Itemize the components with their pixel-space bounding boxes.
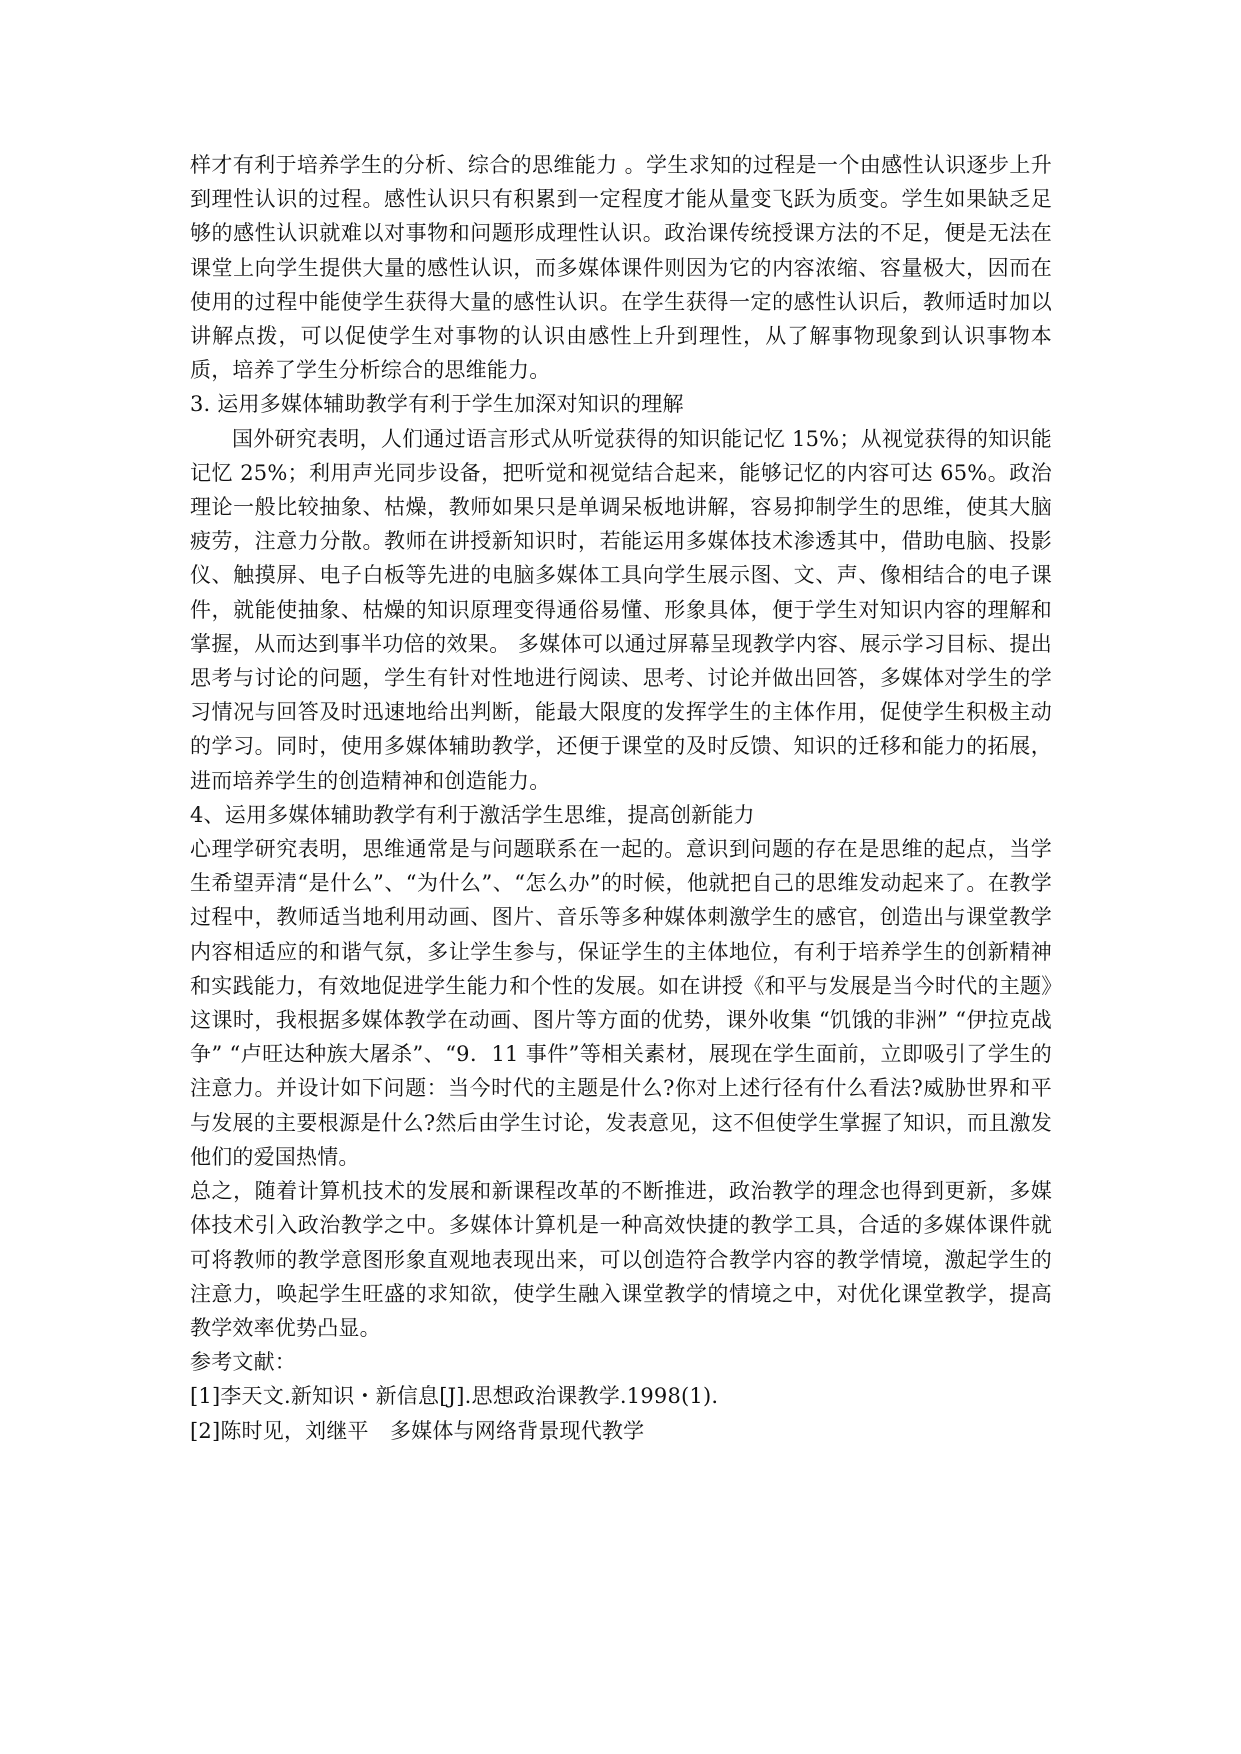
paragraph-innovation-ability: 心理学研究表明，思维通常是与问题联系在一起的。意识到问题的存在是思维的起点，当学生希望弄清“是什么”、“为什么”、“怎么办”的时候，他就把自己的思维发动起来了。在教学过程中，教师适当地利用动画、图片、音乐等多种媒体刺激学生的感官，创造出与课堂教学内容相适应的和谐气氛，多让学生参与，保证学生的主体地位，有利于培养学生的创新精神和实践能力，有效地促进学生能力和个性的发展。如在讲授《和平与发展是当今时代的主题》这课时，我根据多媒体教学在动画、图片等方面的优势，课外收集 “饥饿的非洲” “伊拉克战争” “卢旺达种族大屠杀”、“9．11 事件”等相关素材，展现在学生面前，立即吸引了学生的注意力。并设计如下问题：当今时代的主题是什么?你对上述行径有什么看法?威胁世界和平与发展的主要根源是什么?然后由学生讨论，发表意见，这不但使学生掌握了知识，而且激发他们的爱国热情。 xyxy=(190,837,1052,1169)
document-page xyxy=(190,148,1052,1448)
paragraph-conclusion: 总之，随着计算机技术的发展和新课程改革的不断推进，政治教学的理念也得到更新，多媒体技术引入政治教学之中。多媒体计算机是一种高效快捷的教学工具，合适的多媒体课件就可将教师的教学意图形象直观地表现出来，可以创造符合教学内容的教学情境，激起学生的注意力，唤起学生旺盛的求知欲，使学生融入课堂教学的情境之中，对优化课堂教学，提高教学效率优势凸显。 xyxy=(190,1179,1052,1340)
section-heading-4: 4、运用多媒体辅助教学有利于激活学生思维，提高创新能力 xyxy=(190,802,755,827)
references-title: 参考文献： xyxy=(190,1350,296,1375)
reference-2: [2]陈时见，刘继平 多媒体与网络背景现代教学 xyxy=(190,1418,645,1443)
paragraph-knowledge-understanding: 国外研究表明，人们通过语言形式从听觉获得的知识能记忆 15%；从视觉获得的知识能记忆 25%；利用声光同步设备，把听觉和视觉结合起来，能够记忆的内容可达 65%。政治理论一般比较抽象、枯燥，教师如果只是单调呆板地讲解，容易抑制学生的思维，使其大脑疲劳，注意力分散。教师在讲授新知识时，若能运用多媒体技术渗透其中，借助电脑、投影仪、触摸屏、电子白板等先进的电脑多媒体工具向学生展示图、文、声、像相结合的电子课件，就能使抽象、枯燥的知识原理变得通俗易懂、形象具体，便于学生对知识内容的理解和掌握，从而达到事半功倍的效果。 多媒体可以通过屏幕呈现教学内容、展示学习目标、提出思考与讨论的问题，学生有针对性地进行阅读、思考、讨论并做出回答，多媒体对学生的学习情况与回答及时迅速地给出判断，能最大限度的发挥学生的主体作用，促使学生积极主动的学习。同时，使用多媒体辅助教学，还便于课堂的及时反馈、知识的迁移和能力的拓展，进而培养学生的创造精神和创造能力。 xyxy=(190,426,1052,793)
reference-1: [1]李天文.新知识・新信息[J].思想政治课教学.1998(1). xyxy=(190,1384,719,1409)
section-heading-3: 3. 运用多媒体辅助教学有利于学生加深对知识的理解 xyxy=(190,392,684,417)
paragraph-thinking-ability: 样才有利于培养学生的分析、综合的思维能力 。学生求知的过程是一个由感性认识逐步上升到理性认识的过程。感性认识只有积累到一定程度才能从量变飞跃为质变。学生如果缺乏足够的感性认识就难以对事物和问题形成理性认识。政治课传统授课方法的不足，便是无法在课堂上向学生提供大量的感性认识，而多媒体课件则因为它的内容浓缩、容量极大，因而在使用的过程中能使学生获得大量的感性认识。在学生获得一定的感性认识后，教师适时加以讲解点拨，可以促使学生对事物的认识由感性上升到理性，从了解事物现象到认识事物本质，培养了学生分析综合的思维能力。 xyxy=(190,153,1052,383)
